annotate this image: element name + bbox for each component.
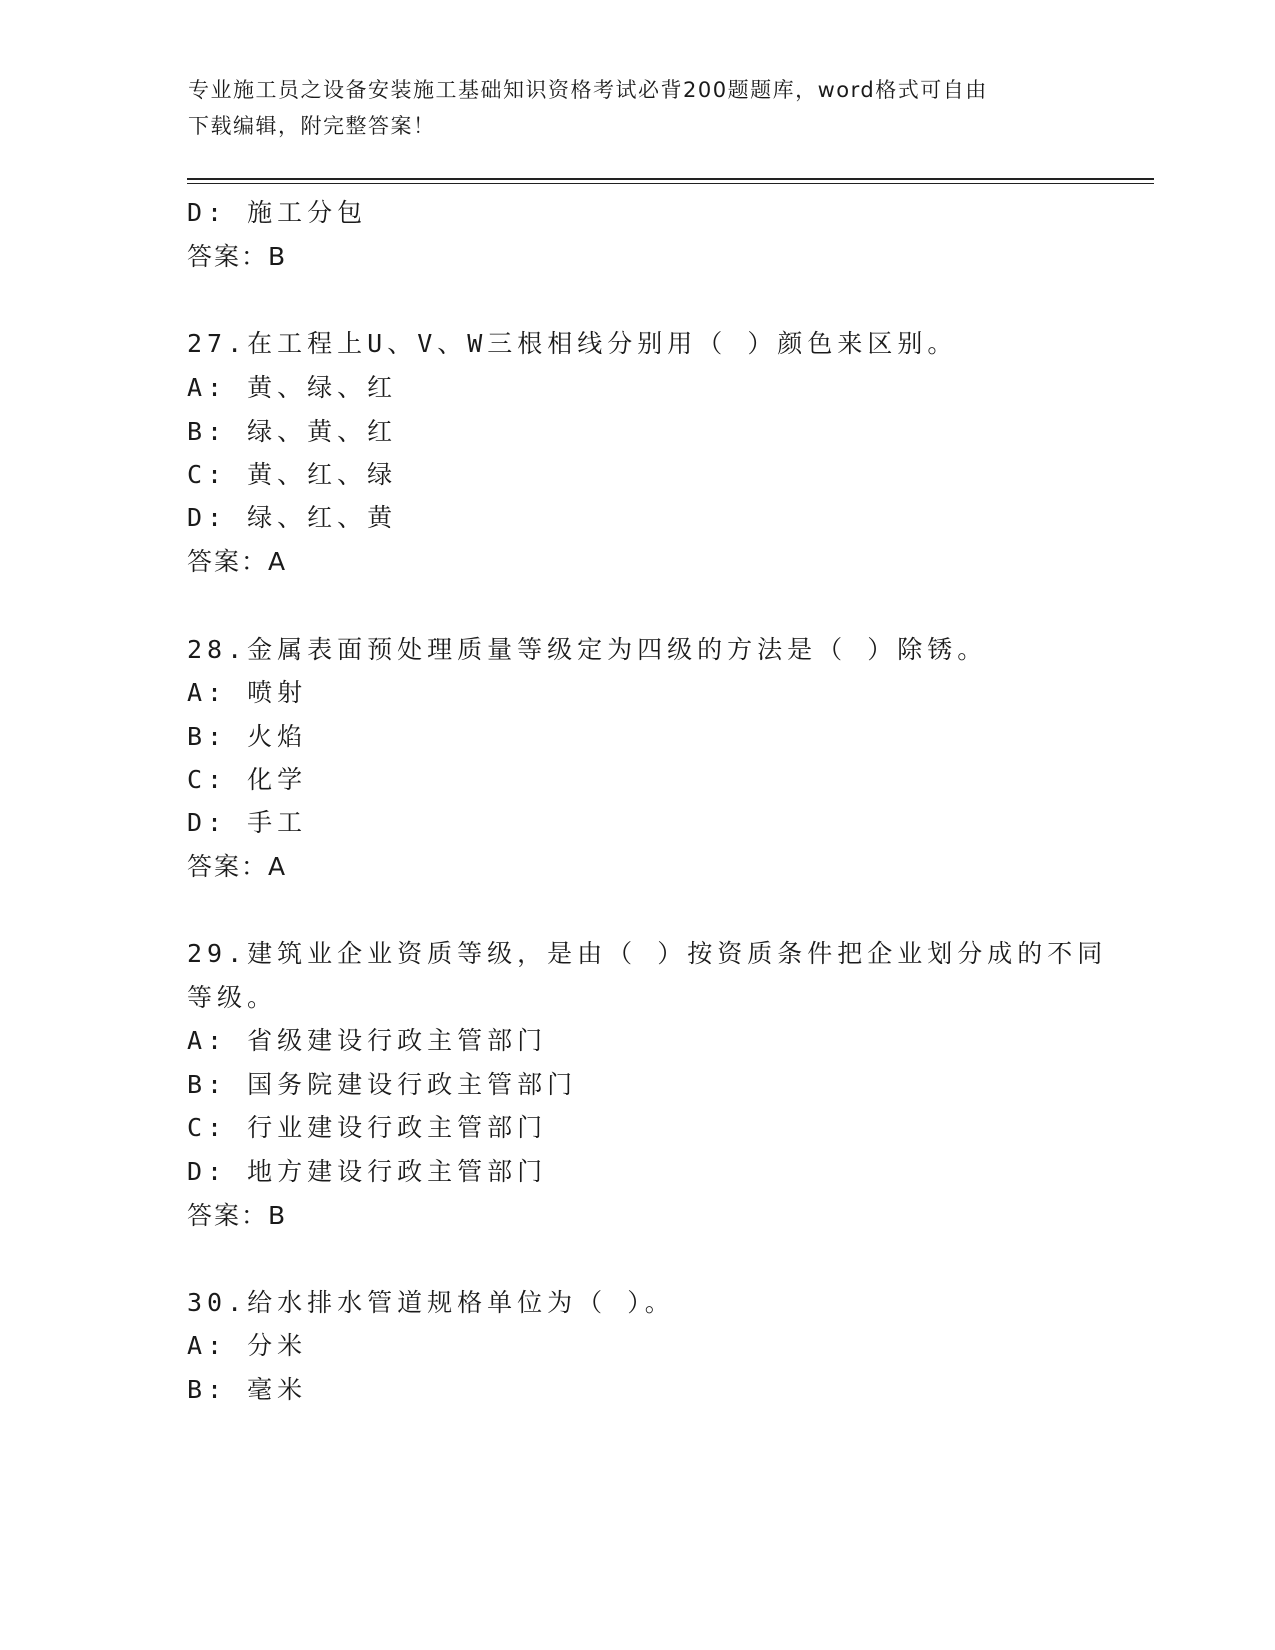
header-line-1: 专业施工员之设备安装施工基础知识资格考试必背200题题库，word格式可自由 [188,78,988,102]
q27-answer: 答案：A [187,547,288,576]
q27-option-c: C: 黄、红、绿 [187,460,398,489]
q28-option-c: C: 化学 [187,765,308,794]
q30-question: 30.给水排水管道规格单位为（ ）。 [187,1288,675,1317]
document-header [188,72,1078,144]
q30-option-a: A: 分米 [187,1331,308,1360]
header-line-2: 下载编辑，附完整答案！ [188,114,436,138]
prev-answer: 答案：B [187,242,288,271]
q27-option-a: A: 黄、绿、红 [187,373,398,402]
q29-option-b: B: 国务院建设行政主管部门 [187,1070,578,1099]
prev-option-d: D: 施工分包 [187,198,368,227]
q27-question: 27.在工程上U、V、W三根相线分别用（ ）颜色来区别。 [187,329,958,358]
q28-answer: 答案：A [187,852,288,881]
q28-option-d: D: 手工 [187,808,308,837]
q29-question-line-2: 等级。 [187,983,278,1012]
q29-option-c: C: 行业建设行政主管部门 [187,1113,548,1142]
q29-option-d: D: 地方建设行政主管部门 [187,1157,548,1186]
header-divider-thin [187,183,1154,184]
q28-question: 28.金属表面预处理质量等级定为四级的方法是（ ）除锈。 [187,635,988,664]
header-divider-thick [187,178,1154,180]
q27-option-d: D: 绿、红、黄 [187,503,398,532]
q28-option-a: A: 喷射 [187,678,308,707]
q29-option-a: A: 省级建设行政主管部门 [187,1026,548,1055]
q30-option-b: B: 毫米 [187,1375,308,1404]
q27-option-b: B: 绿、黄、红 [187,417,398,446]
q29-answer: 答案：B [187,1201,288,1230]
q29-question-line-1: 29.建筑业企业资质等级，是由（ ）按资质条件把企业划分成的不同 [187,939,1108,968]
q28-option-b: B: 火焰 [187,722,308,751]
